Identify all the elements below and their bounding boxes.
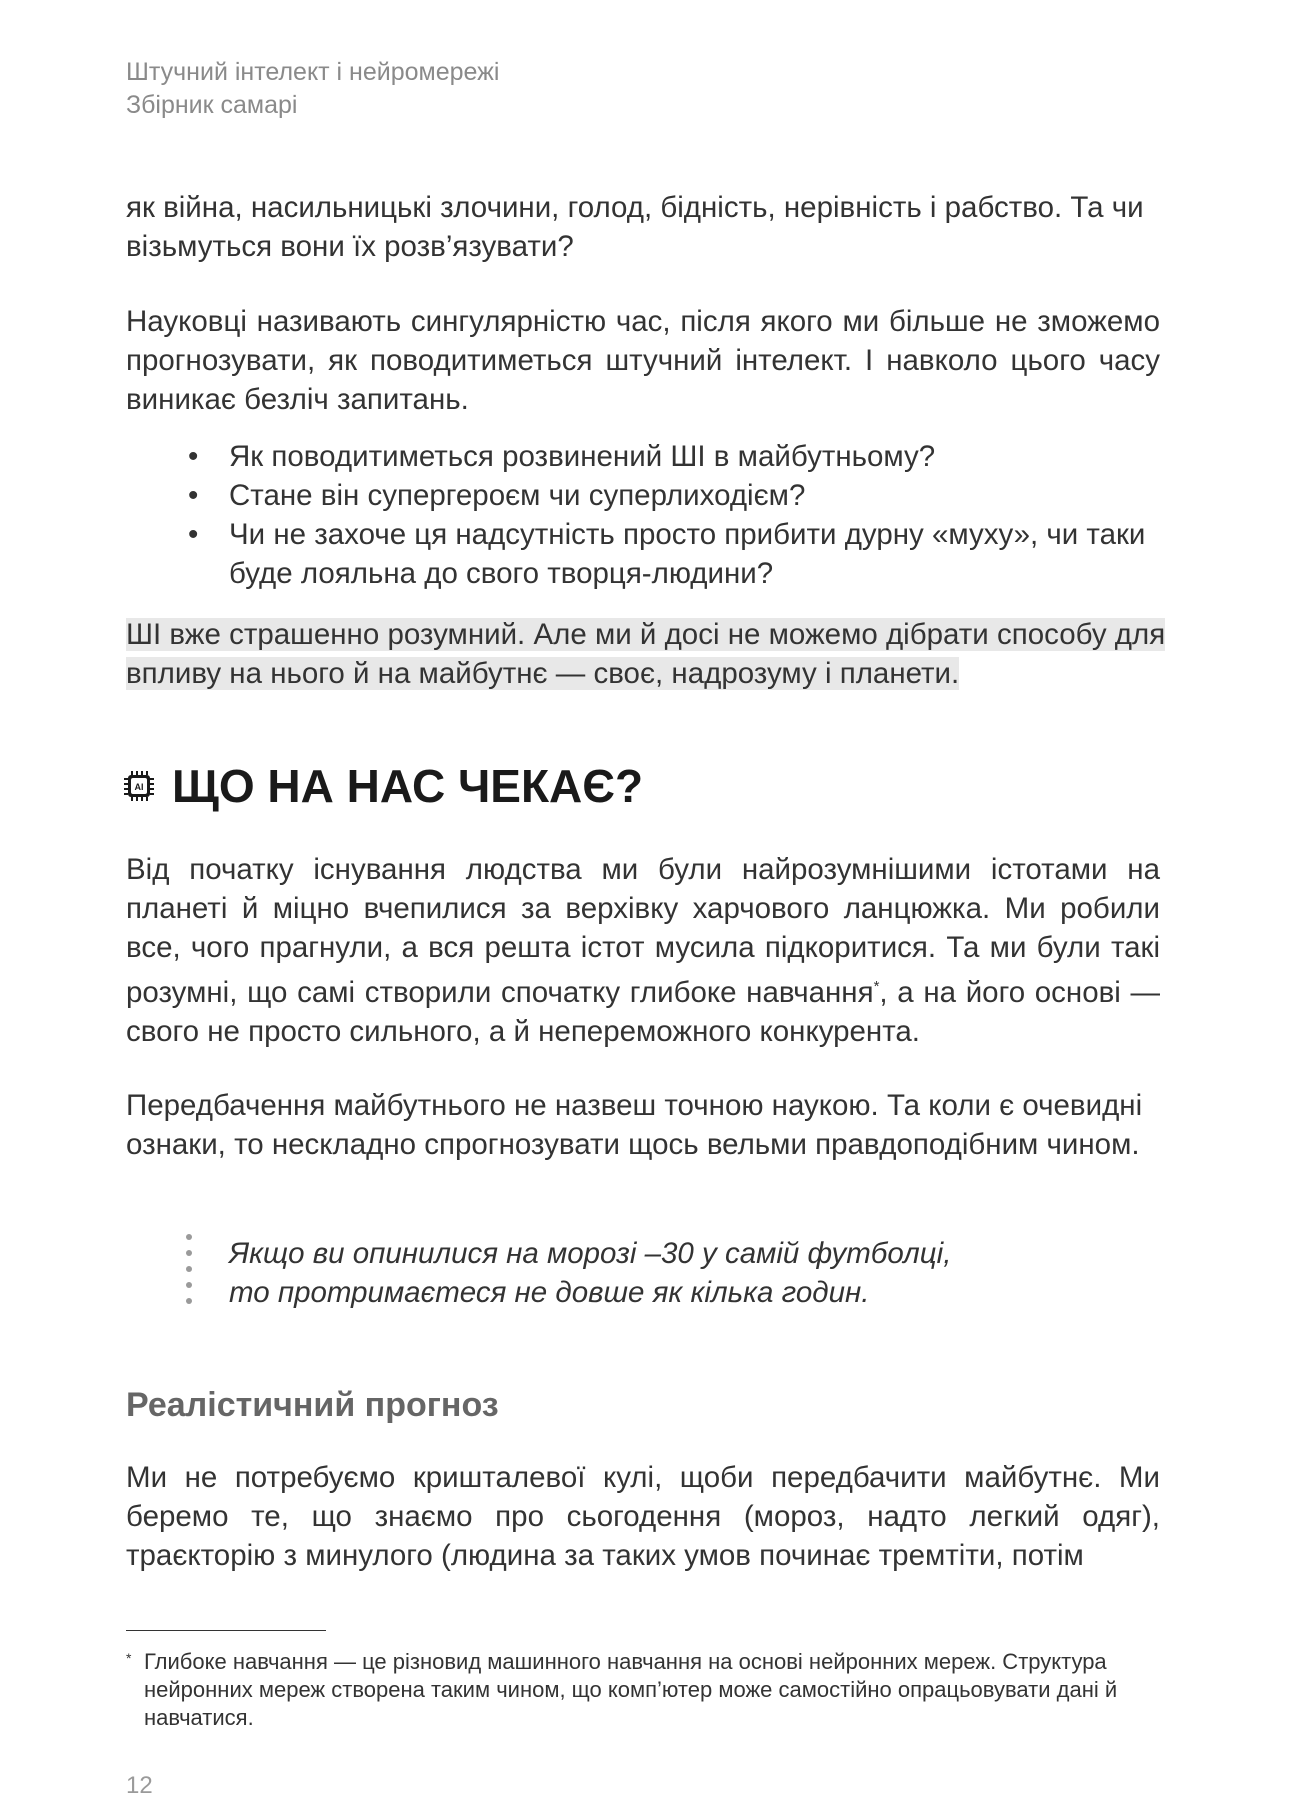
paragraph-5: Ми не потребуємо кришталевої кулі, щоби передбачити майбутнє. Ми беремо те, що знаємо про сьогодення (мороз, надто легкий одяг), траєкторію з минулого (людина за таких умов починає тремтіти, потім — [126, 1461, 1160, 1572]
bullet-icon: • — [188, 518, 199, 551]
footnote-divider — [126, 1630, 326, 1631]
section-heading — [124, 758, 643, 814]
quote-line: Якщо ви опинилися на морозі –30 у самій футболці, — [229, 1237, 952, 1270]
quote-line: то протримаєтеся не довше як кілька годин. — [229, 1276, 870, 1309]
footnote-ref: * — [873, 978, 880, 995]
paragraph-1: як війна, насильницькі злочини, голод, бідність, нерівність і рабство. Та чи візьмуться вони їх розв’язувати? — [126, 191, 1144, 263]
paragraph-2: Науковці називають сингулярністю час, після якого ми більше не зможемо прогнозувати, як поводитиметься штучний інтелект. І навколо цього часу виникає безліч запитань. — [126, 305, 1160, 416]
section-heading-text: ЩО НА НАС ЧЕКАЄ? — [172, 760, 644, 812]
footnote — [126, 1648, 1166, 1732]
footnote-text: Глибоке навчання — це різновид машинного навчання на основі нейронних мереж. Структура нейронних мереж створена таким чином, що комп’ютер може самостійно опрацьовувати дані й навчатися. — [144, 1649, 1118, 1730]
list-item-text: Стане він супергероєм чи суперлиходієм? — [229, 479, 806, 512]
quote-dots-decoration — [186, 1234, 200, 1314]
running-head — [126, 56, 499, 122]
footnote-mark: * — [126, 1650, 132, 1666]
list-item — [126, 515, 1160, 593]
book-subtitle: Збірник самарі — [126, 91, 298, 119]
subsection-heading: Реалістичний прогноз — [126, 1386, 499, 1424]
list-item — [126, 476, 1160, 515]
list-item — [126, 437, 1160, 476]
quote-text — [229, 1234, 1129, 1312]
highlighted-paragraph — [126, 615, 1166, 693]
paragraph-3-text-end: , а на його основі — свого не просто сильного, а й непереможного конкурента. — [126, 975, 1160, 1048]
list-item-text: Як поводитиметься розвинений ШІ в майбутньому? — [229, 440, 936, 473]
ai-chip-icon — [124, 771, 154, 801]
ai-chip-label: AI — [134, 782, 144, 792]
paragraph-4: Передбачення майбутнього не назвеш точною наукою. Та коли є очевидні ознаки, то нескладно спрогнозувати щось вельми правдоподібним чином. — [126, 1089, 1143, 1161]
paragraph-3 — [126, 850, 1160, 1051]
question-list — [126, 437, 1160, 593]
bullet-icon: • — [188, 440, 199, 473]
paragraph-3-text: Від початку існування людства ми були найрозумнішими істотами на планеті й міцно вчепилися за верхівку харчового ланцюжка. Ми робили все, чого прагнули, а вся решта істот мусила підкоритися. Та ми були такі розумні, що самі створили спочатку глибоке навчання — [126, 853, 1160, 1009]
page-number: 12 — [126, 1772, 153, 1799]
list-item-text: Чи не захоче ця надсутність просто прибити дурну «муху», чи таки буде лояльна до свого творця-людини? — [229, 518, 1146, 590]
book-title: Штучний інтелект і нейромережі — [126, 58, 500, 86]
highlighted-text: ШІ вже страшенно розумний. Але ми й досі не можемо дібрати способу для впливу на нього й на майбутнє — своє, надрозуму і планети. — [126, 618, 1166, 690]
bullet-icon: • — [188, 479, 199, 512]
